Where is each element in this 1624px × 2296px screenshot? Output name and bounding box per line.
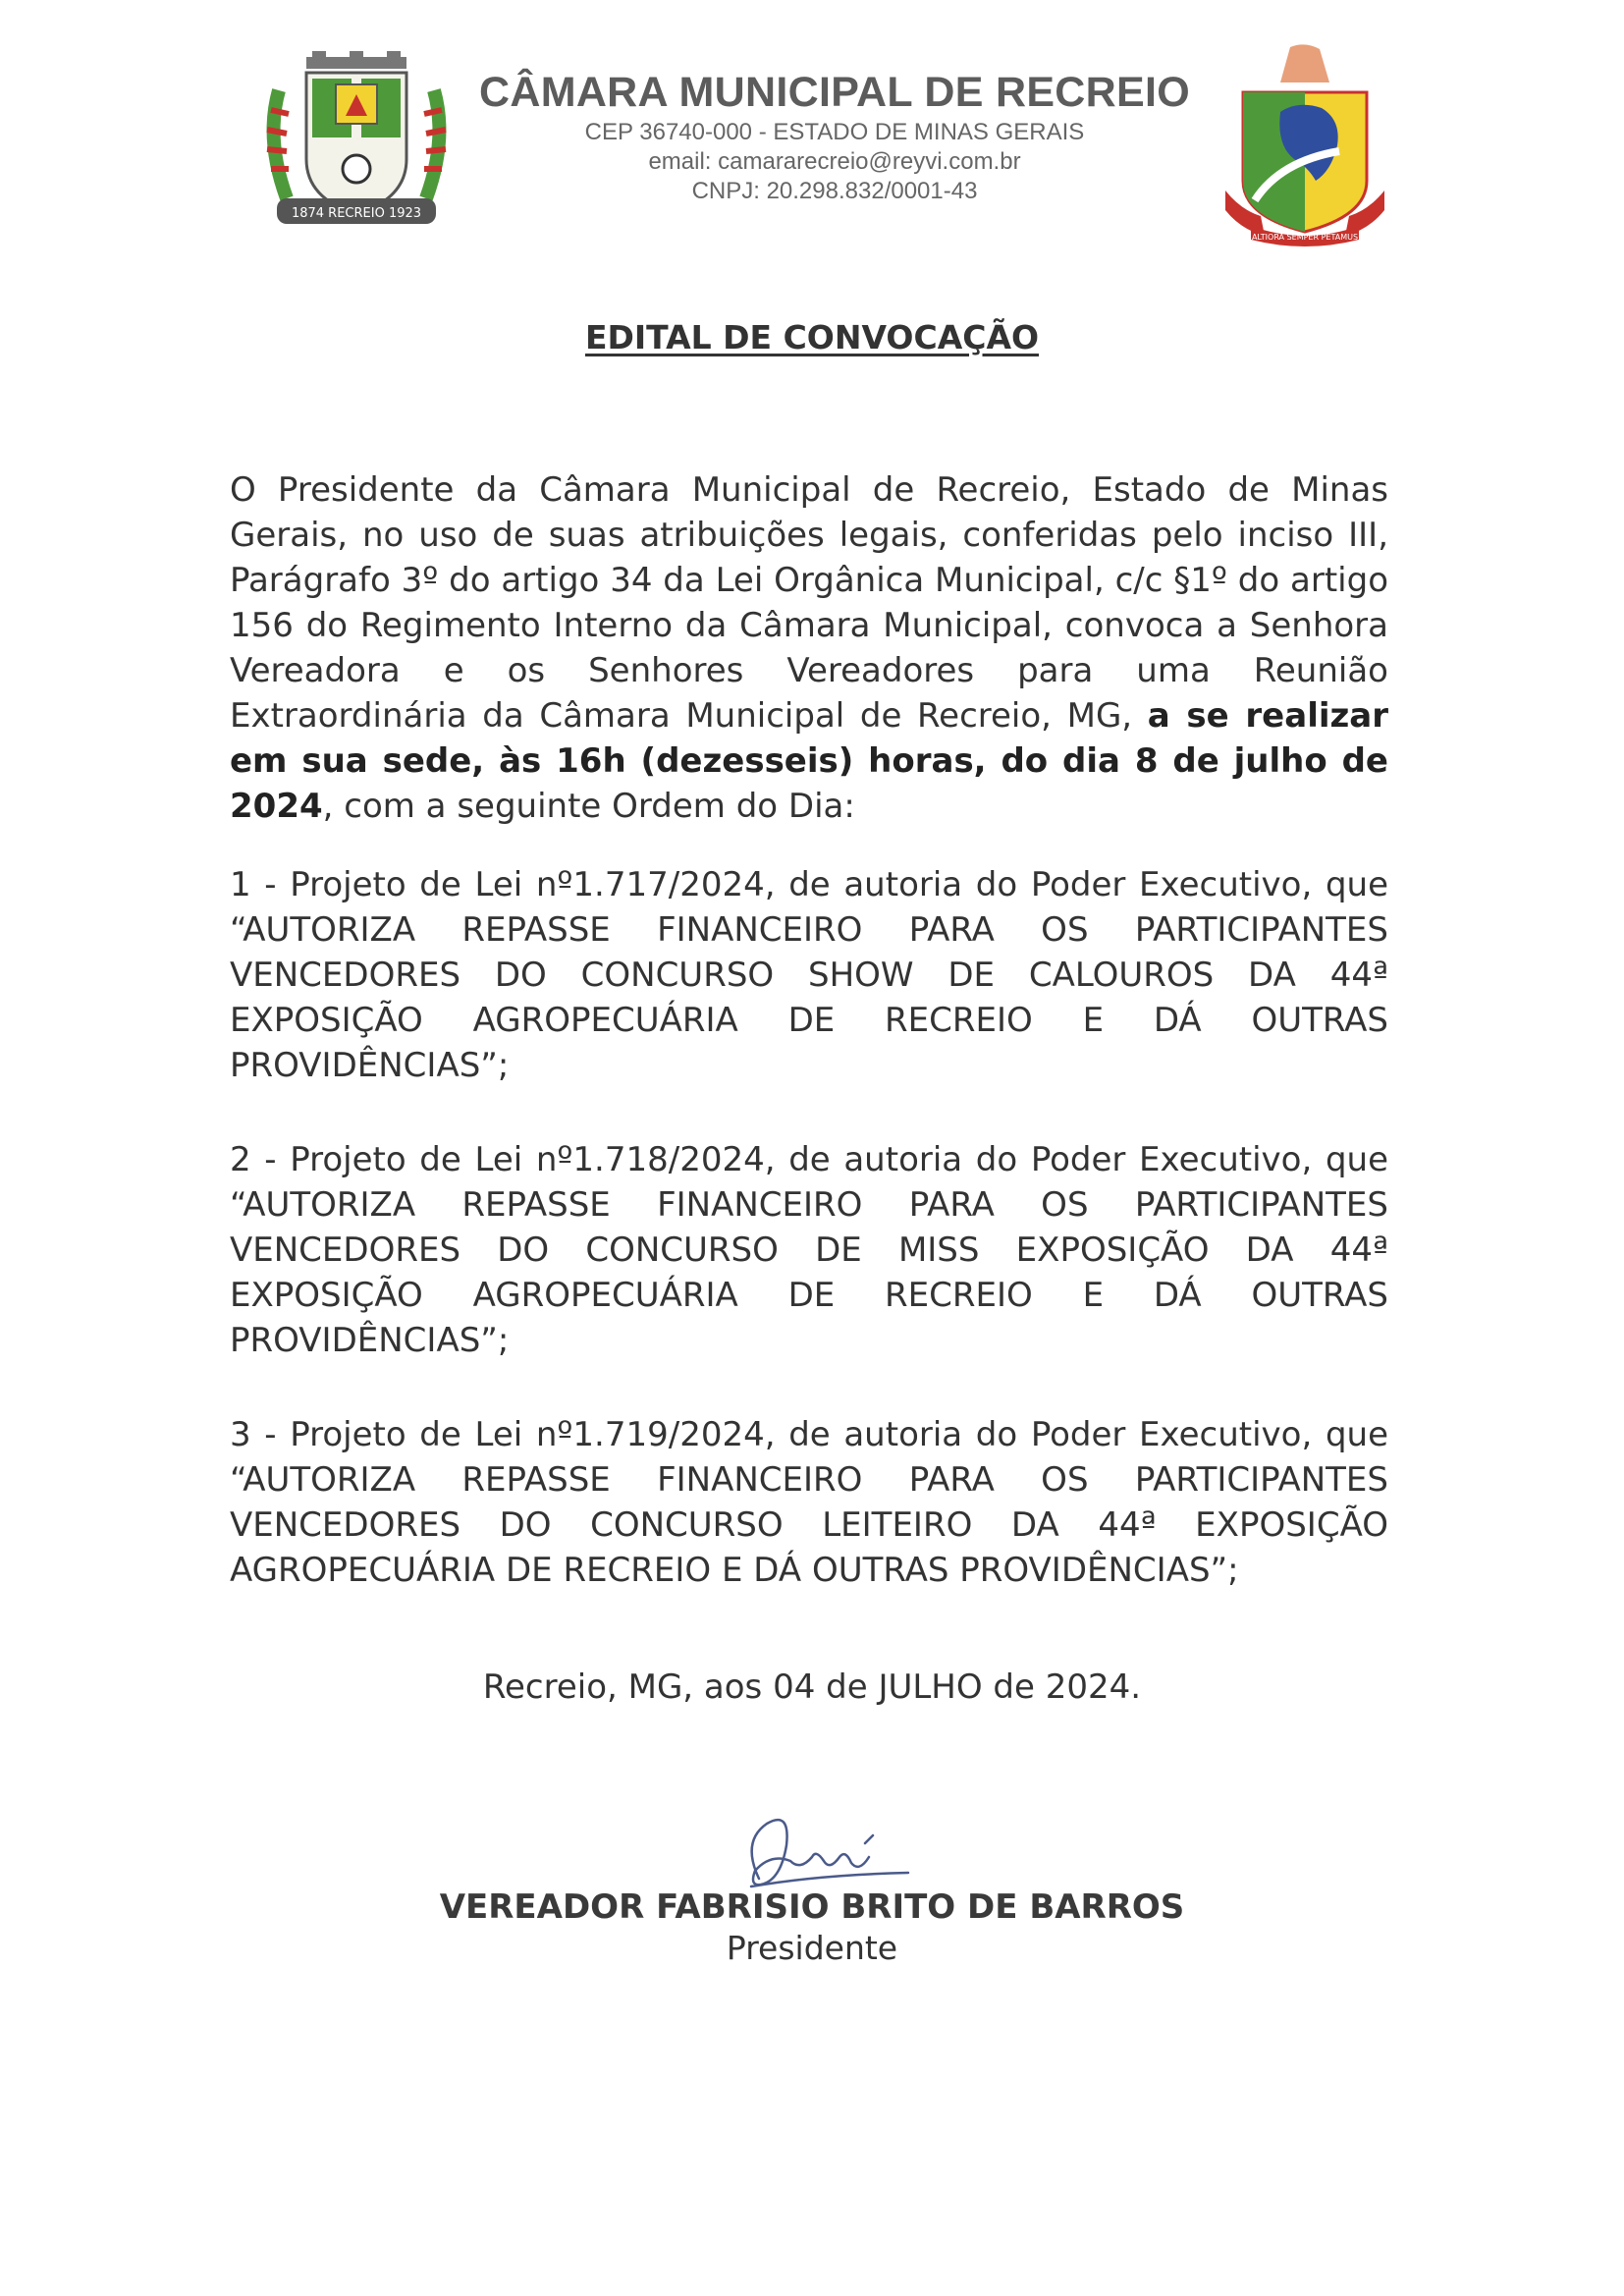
- convocation-paragraph: [230, 467, 1388, 829]
- address-line: CEP 36740-000 - ESTADO DE MINAS GERAIS: [584, 119, 1085, 145]
- agenda-item: 1 - Projeto de Lei nº1.717/2024, de autoria do Poder Executivo, que “AUTORIZA REPASSE FINANCEIRO PARA OS PARTICIPANTES VENCEDORES DO CONCURSO SHOW DE CALOUROS DA 44ª EXPOSIÇÃO AGROPECUÁRIA DE RECREIO E DÁ OUTRAS PROVIDÊNCIAS”;: [230, 865, 1388, 1085]
- letterhead: [0, 39, 1624, 265]
- organization-block: [471, 67, 1198, 206]
- signer-role: Presidente: [726, 1929, 898, 1967]
- agenda-item: 2 - Projeto de Lei nº1.718/2024, de autoria do Poder Executivo, que “AUTORIZA REPASSE FINANCEIRO PARA OS PARTICIPANTES VENCEDORES DO CONCURSO DE MISS EXPOSIÇÃO DA 44ª EXPOSIÇÃO AGROPECUÁRIA DE RECREIO E DÁ OUTRAS PROVIDÊNCIAS”;: [230, 1140, 1388, 1360]
- intro-tail: , com a seguinte Ordem do Dia:: [322, 787, 855, 826]
- municipal-coat-of-arms-icon: [257, 51, 456, 244]
- chamber-emblem-icon: [1221, 43, 1388, 247]
- organization-name: CÂMARA MUNICIPAL DE RECREIO: [479, 69, 1190, 116]
- agenda-item: 3 - Projeto de Lei nº1.719/2024, de autoria do Poder Executivo, que “AUTORIZA REPASSE FINANCEIRO PARA OS PARTICIPANTES VENCEDORES DO CONCURSO LEITEIRO DA 44ª EXPOSIÇÃO AGROPECUÁRIA DE RECREIO E DÁ OUTRAS PROVIDÊNCIAS”;: [230, 1415, 1388, 1590]
- intro-text: O Presidente da Câmara Municipal de Recreio, Estado de Minas Gerais, no uso de suas atribuições legais, conferidas pelo inciso III, Parágrafo 3º do artigo 34 da Lei Orgânica Municipal, c/c §1º do artigo 156 do Regimento Interno da Câmara Municipal, convoca a Senhora Vereadora e os Senhores Vereadores para uma Reunião Extraordinária da Câmara Municipal de Recreio, MG,: [230, 470, 1388, 736]
- cnpj-line: CNPJ: 20.298.832/0001-43: [691, 178, 978, 204]
- meeting-details: a se realizar em sua sede, às 16h (dezesseis) horas, do dia 8 de julho de 2024: [230, 696, 1388, 826]
- signer-name: VEREADOR FABRISIO BRITO DE BARROS: [439, 1887, 1185, 1927]
- document-title: EDITAL DE CONVOCAÇÃO: [584, 318, 1040, 356]
- date-line: Recreio, MG, aos 04 de JULHO de 2024.: [482, 1667, 1142, 1707]
- crest-ribbon-text: 1874 RECREIO 1923: [291, 206, 422, 221]
- email-line: email: camararecreio@reyvi.com.br: [648, 148, 1021, 175]
- emblem-ribbon-text: ALTIORA SEMPER PETAMUS: [1251, 233, 1359, 242]
